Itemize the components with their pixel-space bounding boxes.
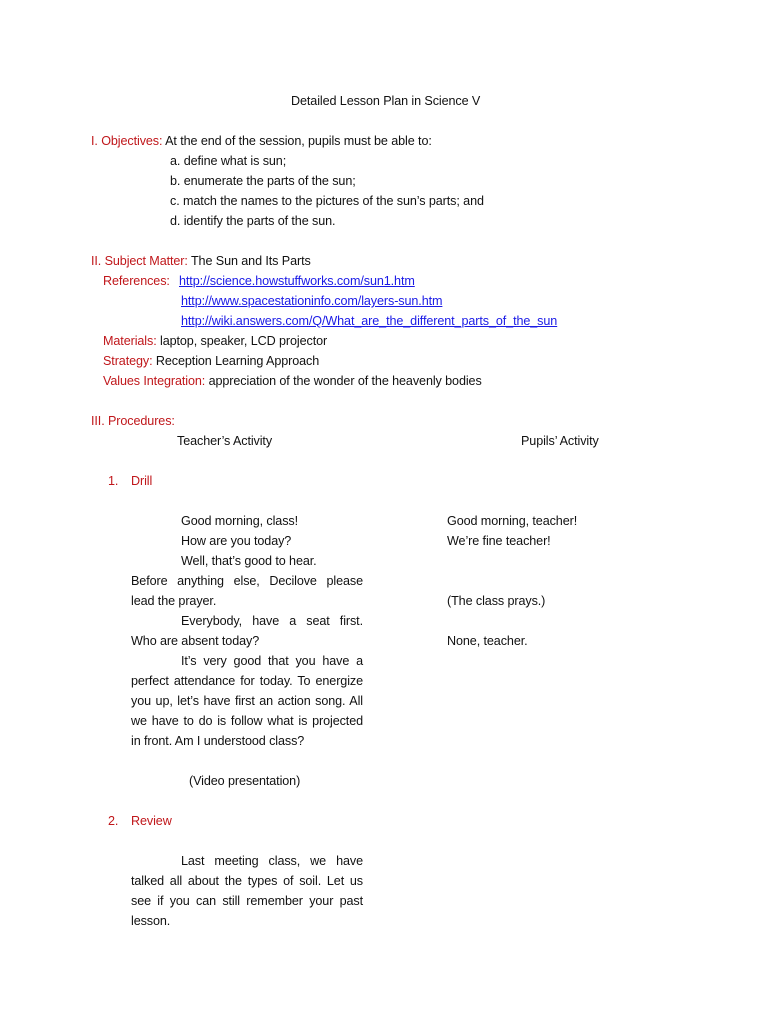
- objective-item: b. enumerate the parts of the sun;: [170, 174, 356, 188]
- materials-row: [103, 331, 327, 351]
- subject-matter-value: The Sun and Its Parts: [190, 254, 311, 268]
- objective-item: d. identify the parts of the sun.: [170, 214, 336, 228]
- reference-link[interactable]: http://wiki.answers.com/Q/What_are_the_different_parts_of_the_sun: [181, 314, 558, 328]
- objectives-heading: I. Objectives:: [91, 134, 163, 148]
- objectives-row: [91, 131, 432, 151]
- video-presentation-note: (Video presentation): [189, 774, 301, 788]
- teacher-line: How are you today?: [181, 534, 292, 548]
- reference-link[interactable]: http://www.spacestationinfo.com/layers-sun.htm: [181, 294, 443, 308]
- procedures-heading: III. Procedures:: [91, 414, 175, 428]
- teacher-activity-header: Teacher’s Activity: [177, 434, 273, 448]
- objective-item: c. match the names to the pictures of the sun’s parts; and: [170, 194, 484, 208]
- teacher-paragraph: [131, 651, 363, 751]
- drill-label: Drill: [131, 474, 153, 488]
- strategy-value: Reception Learning Approach: [155, 354, 320, 368]
- teacher-line: Well, that’s good to hear.: [181, 554, 317, 568]
- pupils-activity-header: Pupils’ Activity: [521, 434, 599, 448]
- references-label: References:: [103, 274, 170, 288]
- values-row: [103, 371, 482, 391]
- strategy-label: Strategy:: [103, 354, 153, 368]
- values-label: Values Integration:: [103, 374, 206, 388]
- review-number: 2.: [108, 814, 119, 828]
- pupil-line: We’re fine teacher!: [447, 534, 551, 548]
- review-label: Review: [131, 814, 172, 828]
- strategy-row: [103, 351, 319, 371]
- objectives-intro: At the end of the session, pupils must be able to:: [165, 134, 432, 148]
- teacher-paragraph: Before anything else, Decilove please lead the prayer.: [131, 574, 363, 608]
- drill-number: 1.: [108, 474, 119, 488]
- teacher-paragraph-text: Everybody, have a seat first. Who are absent today?: [131, 614, 363, 648]
- objective-item: a. define what is sun;: [170, 154, 287, 168]
- materials-value: laptop, speaker, LCD projector: [160, 334, 328, 348]
- subject-matter-heading: II. Subject Matter:: [91, 254, 188, 268]
- values-value: appreciation of the wonder of the heavenly bodies: [208, 374, 482, 388]
- teacher-paragraph-text: Last meeting class, we have talked all about the types of soil. Let us see if you can still remember your past lesson.: [131, 854, 363, 928]
- materials-label: Materials:: [103, 334, 157, 348]
- subject-matter-row: [91, 251, 311, 271]
- teacher-paragraph: [131, 611, 363, 651]
- pupil-line: (The class prays.): [447, 594, 546, 608]
- teacher-paragraph-text: It’s very good that you have a perfect attendance for today. To energize you up, let’s have first an action song. All we have to do is follow what is projected in front. Am I understood class?: [131, 654, 363, 748]
- pupil-line: Good morning, teacher!: [447, 514, 578, 528]
- pupil-line: None, teacher.: [447, 634, 528, 648]
- document-title: Detailed Lesson Plan in Science V: [291, 94, 481, 108]
- reference-link[interactable]: http://science.howstuffworks.com/sun1.htm: [179, 274, 415, 288]
- teacher-paragraph: [131, 851, 363, 931]
- teacher-line: Good morning, class!: [181, 514, 298, 528]
